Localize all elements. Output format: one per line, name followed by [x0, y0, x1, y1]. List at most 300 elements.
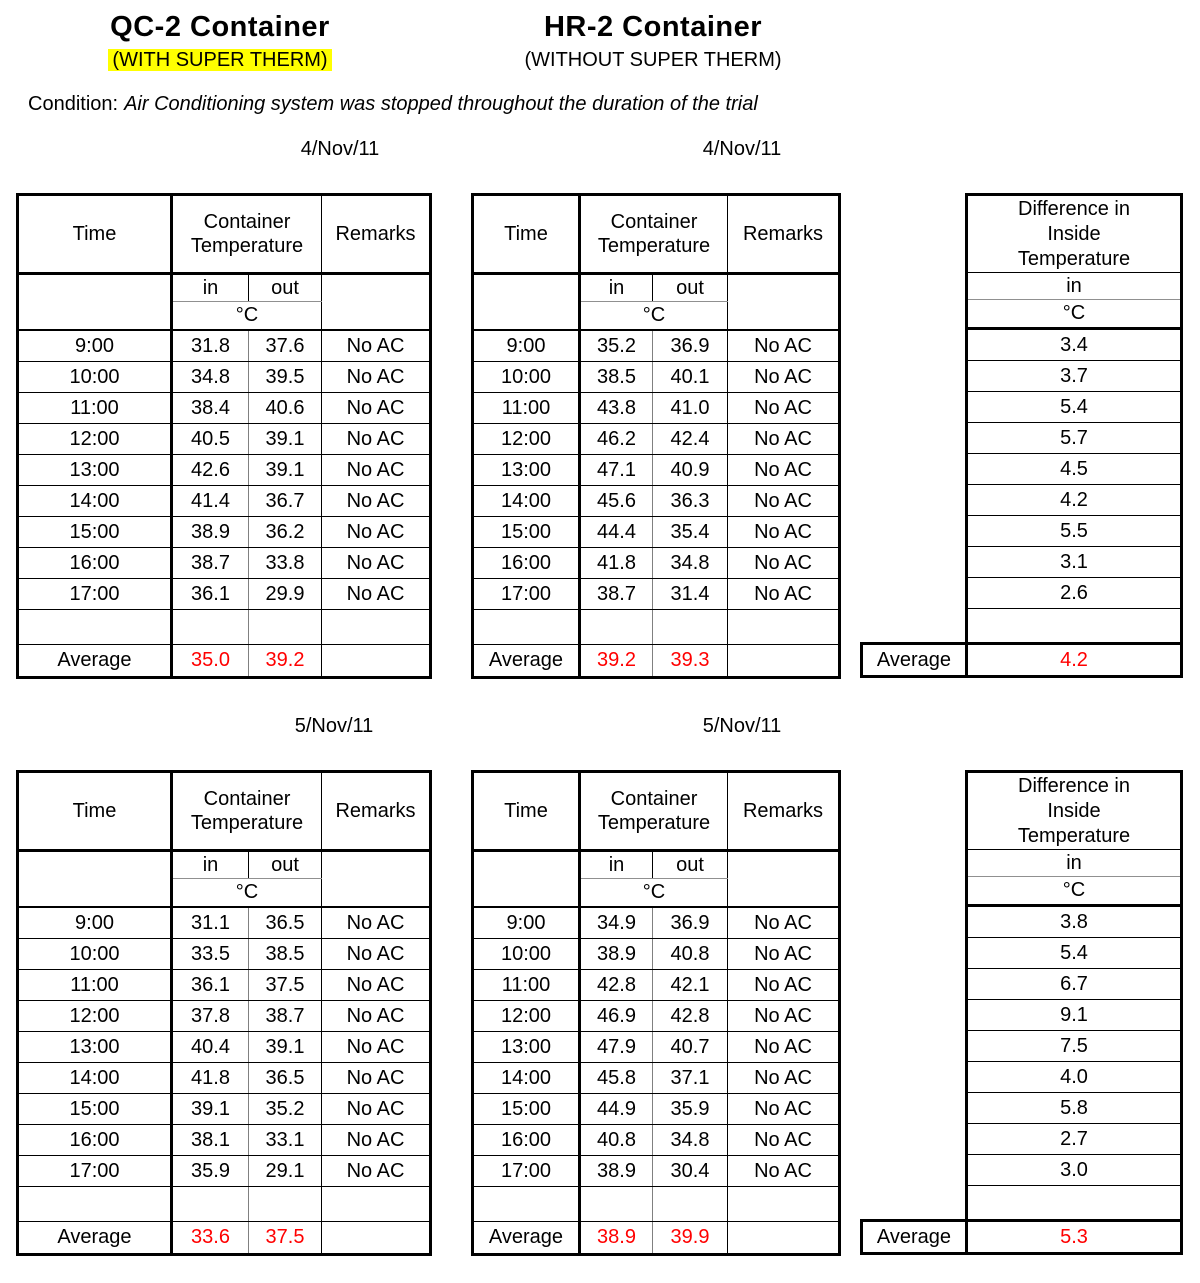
table-row — [473, 1001, 840, 1032]
col-header-remarks: Remarks — [322, 195, 431, 274]
temp-in-cell: 38.1 — [172, 1125, 249, 1156]
remarks-cell: No AC — [728, 424, 840, 455]
unit-celsius: °C — [967, 877, 1182, 906]
table-row — [473, 548, 840, 579]
date-s1-left: 4/Nov/11 — [300, 138, 380, 160]
temp-out-cell: 34.8 — [653, 1125, 728, 1156]
difference-table-4nov — [860, 193, 1183, 678]
remarks-cell: No AC — [322, 579, 431, 610]
temp-in-cell: 44.4 — [580, 517, 653, 548]
diff-header-row — [862, 195, 1182, 273]
temp-out-cell: 42.1 — [653, 970, 728, 1001]
average-out-value: 37.5 — [265, 1226, 305, 1248]
average-out-value: 39.2 — [265, 649, 305, 671]
header-row — [473, 195, 840, 274]
diff-value-cell: 6.7 — [967, 969, 1182, 1000]
diff-subheader-row — [862, 850, 1182, 877]
diff-value-cell: 4.2 — [967, 485, 1182, 516]
temp-in-cell: 36.1 — [172, 579, 249, 610]
temp-out-cell: 40.7 — [653, 1032, 728, 1063]
table-row — [473, 393, 840, 424]
time-cell: 17:00 — [473, 579, 580, 610]
average-label: Average — [18, 645, 172, 678]
temp-in-cell: 39.1 — [172, 1094, 249, 1125]
time-cell: 11:00 — [18, 393, 172, 424]
diff-header — [967, 195, 1182, 273]
table-row — [473, 1156, 840, 1187]
temp-out-cell: 33.1 — [249, 1125, 322, 1156]
diff-value-cell: 7.5 — [967, 1031, 1182, 1062]
subheader-in: in — [172, 851, 249, 879]
subheader-row — [473, 274, 840, 302]
diff-value-cell: 4.5 — [967, 454, 1182, 485]
remarks-cell: No AC — [322, 1032, 431, 1063]
time-cell: 14:00 — [18, 486, 172, 517]
temp-out-cell: 34.8 — [653, 548, 728, 579]
temp-in-cell: 35.9 — [172, 1156, 249, 1187]
diff-value-cell: 2.7 — [967, 1124, 1182, 1155]
diff-value-cell: 5.8 — [967, 1093, 1182, 1124]
diff-row — [862, 485, 1182, 516]
temp-in-cell: 47.1 — [580, 455, 653, 486]
temp-in-cell: 46.2 — [580, 424, 653, 455]
temp-out-cell: 40.6 — [249, 393, 322, 424]
diff-header — [967, 772, 1182, 850]
col-header-remarks: Remarks — [728, 772, 840, 851]
diff-value-cell: 3.8 — [967, 906, 1182, 938]
subheader-in: in — [580, 851, 653, 879]
time-cell: 15:00 — [473, 1094, 580, 1125]
time-cell: 12:00 — [473, 1001, 580, 1032]
table-row — [473, 486, 840, 517]
temp-in-cell: 38.9 — [172, 517, 249, 548]
col-header-time: Time — [473, 772, 580, 851]
temp-in-cell: 38.4 — [172, 393, 249, 424]
unit-celsius: °C — [580, 879, 728, 908]
temp-out-cell: 36.2 — [249, 517, 322, 548]
table-row — [18, 579, 431, 610]
hr2-table-4nov — [471, 193, 841, 679]
diff-row — [862, 906, 1182, 938]
temp-out-cell: 31.4 — [653, 579, 728, 610]
temp-in-cell: 40.4 — [172, 1032, 249, 1063]
time-cell: 11:00 — [18, 970, 172, 1001]
diff-row — [862, 969, 1182, 1000]
col-header-time: Time — [18, 195, 172, 274]
diff-row — [862, 516, 1182, 547]
temp-out-cell: 40.8 — [653, 939, 728, 970]
remarks-cell: No AC — [728, 393, 840, 424]
date-s2-left: 5/Nov/11 — [294, 715, 374, 737]
average-label: Average — [18, 1222, 172, 1255]
table-row — [18, 970, 431, 1001]
remarks-subheader-empty — [322, 851, 431, 908]
diff-value-cell: 5.7 — [967, 423, 1182, 454]
remarks-cell: No AC — [728, 517, 840, 548]
table-row — [18, 393, 431, 424]
temp-out-cell: 38.5 — [249, 939, 322, 970]
unit-celsius: °C — [172, 879, 322, 908]
table-row — [18, 330, 431, 362]
temp-in-cell: 40.5 — [172, 424, 249, 455]
table-row — [18, 548, 431, 579]
average-label: Average — [473, 645, 580, 678]
temp-out-cell: 41.0 — [653, 393, 728, 424]
diff-header-line1: Difference in — [1018, 774, 1130, 797]
unit-celsius: °C — [967, 300, 1182, 329]
average-row — [18, 645, 431, 678]
temp-in-cell: 33.5 — [172, 939, 249, 970]
diff-row — [862, 329, 1182, 361]
temp-out-cell: 36.9 — [653, 907, 728, 939]
remarks-subheader-empty — [728, 274, 840, 331]
average-row — [473, 645, 840, 678]
table-row — [18, 907, 431, 939]
table-row — [473, 455, 840, 486]
table-row — [473, 907, 840, 939]
qc2-table-5nov — [16, 770, 432, 1256]
table-row — [473, 1125, 840, 1156]
remarks-cell: No AC — [322, 362, 431, 393]
diff-value-cell: 4.0 — [967, 1062, 1182, 1093]
temp-out-cell: 39.5 — [249, 362, 322, 393]
remarks-cell: No AC — [322, 1001, 431, 1032]
remarks-cell: No AC — [728, 1094, 840, 1125]
col-header-container-temperature: Container Temperature — [172, 772, 322, 851]
temp-in-cell: 38.7 — [172, 548, 249, 579]
temp-in-cell: 44.9 — [580, 1094, 653, 1125]
diff-row — [862, 1155, 1182, 1186]
difference-table-5nov — [860, 770, 1183, 1255]
table-row — [18, 1125, 431, 1156]
average-label: Average — [862, 644, 967, 677]
temp-in-cell: 41.4 — [172, 486, 249, 517]
diff-row — [862, 578, 1182, 609]
remarks-cell: No AC — [728, 1063, 840, 1094]
temp-out-cell: 42.4 — [653, 424, 728, 455]
remarks-cell: No AC — [728, 939, 840, 970]
time-cell: 14:00 — [18, 1063, 172, 1094]
hr2-table-5nov — [471, 770, 841, 1256]
temp-out-cell: 36.3 — [653, 486, 728, 517]
average-row — [18, 1222, 431, 1255]
diff-header-line2: Inside — [1047, 799, 1101, 822]
temp-in-cell: 41.8 — [580, 548, 653, 579]
temp-out-cell: 35.4 — [653, 517, 728, 548]
remarks-cell: No AC — [728, 579, 840, 610]
remarks-cell: No AC — [728, 1001, 840, 1032]
remarks-cell: No AC — [322, 424, 431, 455]
temp-in-cell: 46.9 — [580, 1001, 653, 1032]
temp-in-cell: 40.8 — [580, 1125, 653, 1156]
remarks-cell: No AC — [728, 548, 840, 579]
time-cell: 12:00 — [18, 1001, 172, 1032]
col-header-remarks: Remarks — [322, 772, 431, 851]
condition-text: Air Conditioning system was stopped throughout the duration of the trial — [124, 93, 758, 115]
col-header-time: Time — [473, 195, 580, 274]
table-row — [18, 1063, 431, 1094]
temp-in-cell: 31.8 — [172, 330, 249, 362]
temp-out-cell: 36.5 — [249, 1063, 322, 1094]
time-cell: 15:00 — [18, 517, 172, 548]
temp-in-cell: 38.7 — [580, 579, 653, 610]
subheader-in: in — [172, 274, 249, 302]
temp-out-cell: 35.9 — [653, 1094, 728, 1125]
time-cell: 11:00 — [473, 393, 580, 424]
temp-in-cell: 47.9 — [580, 1032, 653, 1063]
remarks-cell: No AC — [322, 1094, 431, 1125]
temp-out-cell: 39.1 — [249, 1032, 322, 1063]
subheader-row — [18, 274, 431, 302]
remarks-cell: No AC — [728, 362, 840, 393]
temp-in-cell: 38.5 — [580, 362, 653, 393]
temp-out-cell: 42.8 — [653, 1001, 728, 1032]
temp-out-cell: 29.1 — [249, 1156, 322, 1187]
average-row — [473, 1222, 840, 1255]
diff-subheader-row — [862, 273, 1182, 300]
time-cell: 16:00 — [473, 548, 580, 579]
remarks-cell: No AC — [322, 1063, 431, 1094]
remarks-cell: No AC — [728, 907, 840, 939]
temp-in-cell: 31.1 — [172, 907, 249, 939]
remarks-cell: No AC — [728, 486, 840, 517]
remarks-cell: No AC — [322, 970, 431, 1001]
subheader-out: out — [249, 274, 322, 302]
remarks-cell: No AC — [728, 330, 840, 362]
remarks-cell: No AC — [728, 1156, 840, 1187]
qc2-subtitle — [20, 47, 420, 73]
diff-row — [862, 361, 1182, 392]
diff-header-row — [862, 772, 1182, 850]
remarks-cell: No AC — [322, 517, 431, 548]
subheader-in: in — [580, 274, 653, 302]
time-cell: 9:00 — [18, 907, 172, 939]
empty-row — [862, 609, 1182, 644]
qc2-subtitle-highlight: (WITH SUPER THERM) — [108, 49, 331, 71]
temp-out-cell: 38.7 — [249, 1001, 322, 1032]
diff-subheader-in: in — [967, 273, 1182, 300]
diff-value-cell: 5.4 — [967, 938, 1182, 969]
table-row — [18, 362, 431, 393]
empty-row — [18, 610, 431, 645]
diff-row — [862, 547, 1182, 578]
time-cell: 13:00 — [473, 1032, 580, 1063]
average-label: Average — [473, 1222, 580, 1255]
temp-in-cell: 45.8 — [580, 1063, 653, 1094]
time-cell: 16:00 — [473, 1125, 580, 1156]
temp-out-cell: 39.1 — [249, 455, 322, 486]
empty-row — [862, 1186, 1182, 1221]
temp-in-cell: 34.9 — [580, 907, 653, 939]
temp-in-cell: 42.6 — [172, 455, 249, 486]
diff-header-line1: Difference in — [1018, 197, 1130, 220]
header-row — [18, 772, 431, 851]
table-row — [18, 486, 431, 517]
qc2-table-4nov — [16, 193, 432, 679]
diff-row — [862, 1031, 1182, 1062]
diff-unit-row — [862, 300, 1182, 329]
diff-value-cell: 3.4 — [967, 329, 1182, 361]
col-header-container-temperature: Container Temperature — [172, 195, 322, 274]
time-cell: 14:00 — [473, 1063, 580, 1094]
remarks-cell: No AC — [728, 970, 840, 1001]
time-cell: 9:00 — [473, 907, 580, 939]
table-row — [473, 1063, 840, 1094]
time-cell: 13:00 — [473, 455, 580, 486]
temp-out-cell: 36.9 — [653, 330, 728, 362]
table-row — [18, 455, 431, 486]
diff-value-cell: 5.4 — [967, 392, 1182, 423]
temp-in-cell: 43.8 — [580, 393, 653, 424]
time-cell: 16:00 — [18, 548, 172, 579]
table-row — [473, 330, 840, 362]
time-cell: 13:00 — [18, 455, 172, 486]
temp-out-cell: 30.4 — [653, 1156, 728, 1187]
time-cell: 17:00 — [18, 579, 172, 610]
temp-in-cell: 38.9 — [580, 1156, 653, 1187]
header-row — [473, 772, 840, 851]
diff-average-row — [862, 644, 1182, 677]
time-cell: 11:00 — [473, 970, 580, 1001]
unit-celsius: °C — [580, 302, 728, 331]
diff-header-line2: Inside — [1047, 222, 1101, 245]
temp-out-cell: 37.6 — [249, 330, 322, 362]
diff-value-cell: 3.7 — [967, 361, 1182, 392]
temp-in-cell: 37.8 — [172, 1001, 249, 1032]
table-row — [473, 939, 840, 970]
subheader-out: out — [653, 851, 728, 879]
qc2-title: QC-2 Container — [110, 11, 330, 43]
table-row — [18, 1001, 431, 1032]
diff-average-value: 4.2 — [967, 644, 1182, 677]
temp-out-cell: 39.1 — [249, 424, 322, 455]
subheader-out: out — [653, 274, 728, 302]
col-header-remarks: Remarks — [728, 195, 840, 274]
diff-unit-row — [862, 877, 1182, 906]
col-header-container-temperature: Container Temperature — [580, 195, 728, 274]
temp-in-cell: 35.2 — [580, 330, 653, 362]
diff-row — [862, 392, 1182, 423]
diff-value-cell: 2.6 — [967, 578, 1182, 609]
time-cell: 17:00 — [473, 1156, 580, 1187]
diff-value-cell: 5.5 — [967, 516, 1182, 547]
table-row — [473, 1094, 840, 1125]
average-out-value: 39.9 — [670, 1226, 710, 1248]
table-row — [473, 362, 840, 393]
time-cell: 9:00 — [473, 330, 580, 362]
temp-out-cell: 36.5 — [249, 907, 322, 939]
temp-out-cell: 37.5 — [249, 970, 322, 1001]
time-cell: 13:00 — [18, 1032, 172, 1063]
diff-row — [862, 1062, 1182, 1093]
temp-out-cell: 40.9 — [653, 455, 728, 486]
time-subheader-empty — [473, 274, 580, 331]
temp-out-cell: 37.1 — [653, 1063, 728, 1094]
diff-row — [862, 1093, 1182, 1124]
temp-out-cell: 29.9 — [249, 579, 322, 610]
subheader-row — [18, 851, 431, 879]
remarks-cell: No AC — [322, 907, 431, 939]
table-row — [473, 970, 840, 1001]
average-in-value: 38.9 — [580, 1222, 653, 1255]
table-row — [18, 1094, 431, 1125]
diff-header-line3: Temperature — [1017, 247, 1131, 270]
remarks-cell: No AC — [728, 1125, 840, 1156]
diff-row — [862, 454, 1182, 485]
average-label: Average — [862, 1221, 967, 1254]
remarks-cell: No AC — [728, 1032, 840, 1063]
qc2-title-block — [20, 10, 420, 73]
remarks-subheader-empty — [728, 851, 840, 908]
temp-out-cell: 33.8 — [249, 548, 322, 579]
diff-header-line3: Temperature — [1017, 824, 1131, 847]
hr2-subtitle: (WITHOUT SUPER THERM) — [524, 49, 782, 71]
remarks-cell: No AC — [322, 330, 431, 362]
time-cell: 10:00 — [18, 362, 172, 393]
empty-row — [473, 610, 840, 645]
table-row — [18, 939, 431, 970]
temp-in-cell: 42.8 — [580, 970, 653, 1001]
remarks-cell: No AC — [322, 939, 431, 970]
unit-celsius: °C — [172, 302, 322, 331]
average-in-value: 33.6 — [172, 1222, 249, 1255]
time-cell: 12:00 — [473, 424, 580, 455]
date-s1-right: 4/Nov/11 — [702, 138, 782, 160]
time-cell: 17:00 — [18, 1156, 172, 1187]
subheader-row — [473, 851, 840, 879]
diff-row — [862, 423, 1182, 454]
time-subheader-empty — [18, 851, 172, 908]
header-row — [18, 195, 431, 274]
col-header-time: Time — [18, 772, 172, 851]
time-cell: 15:00 — [473, 517, 580, 548]
table-row — [473, 424, 840, 455]
remarks-cell: No AC — [322, 1125, 431, 1156]
time-cell: 16:00 — [18, 1125, 172, 1156]
time-cell: 12:00 — [18, 424, 172, 455]
remarks-cell: No AC — [728, 455, 840, 486]
time-subheader-empty — [473, 851, 580, 908]
table-row — [473, 1032, 840, 1063]
time-cell: 14:00 — [473, 486, 580, 517]
table-row — [18, 424, 431, 455]
temp-in-cell: 34.8 — [172, 362, 249, 393]
subheader-out: out — [249, 851, 322, 879]
remarks-cell: No AC — [322, 548, 431, 579]
table-row — [18, 517, 431, 548]
table-row — [473, 517, 840, 548]
remarks-cell: No AC — [322, 486, 431, 517]
remarks-cell: No AC — [322, 1156, 431, 1187]
time-cell: 10:00 — [18, 939, 172, 970]
remarks-cell: No AC — [322, 393, 431, 424]
diff-subheader-in: in — [967, 850, 1182, 877]
time-cell: 10:00 — [473, 362, 580, 393]
time-subheader-empty — [18, 274, 172, 331]
temp-out-cell: 35.2 — [249, 1094, 322, 1125]
diff-value-cell: 3.1 — [967, 547, 1182, 578]
temp-in-cell: 38.9 — [580, 939, 653, 970]
temp-in-cell: 41.8 — [172, 1063, 249, 1094]
average-in-value: 39.2 — [580, 645, 653, 678]
time-cell: 15:00 — [18, 1094, 172, 1125]
time-cell: 9:00 — [18, 330, 172, 362]
condition-line — [28, 92, 758, 116]
hr2-title-block — [453, 10, 853, 73]
table-row — [18, 1032, 431, 1063]
remarks-cell: No AC — [322, 455, 431, 486]
diff-row — [862, 1124, 1182, 1155]
